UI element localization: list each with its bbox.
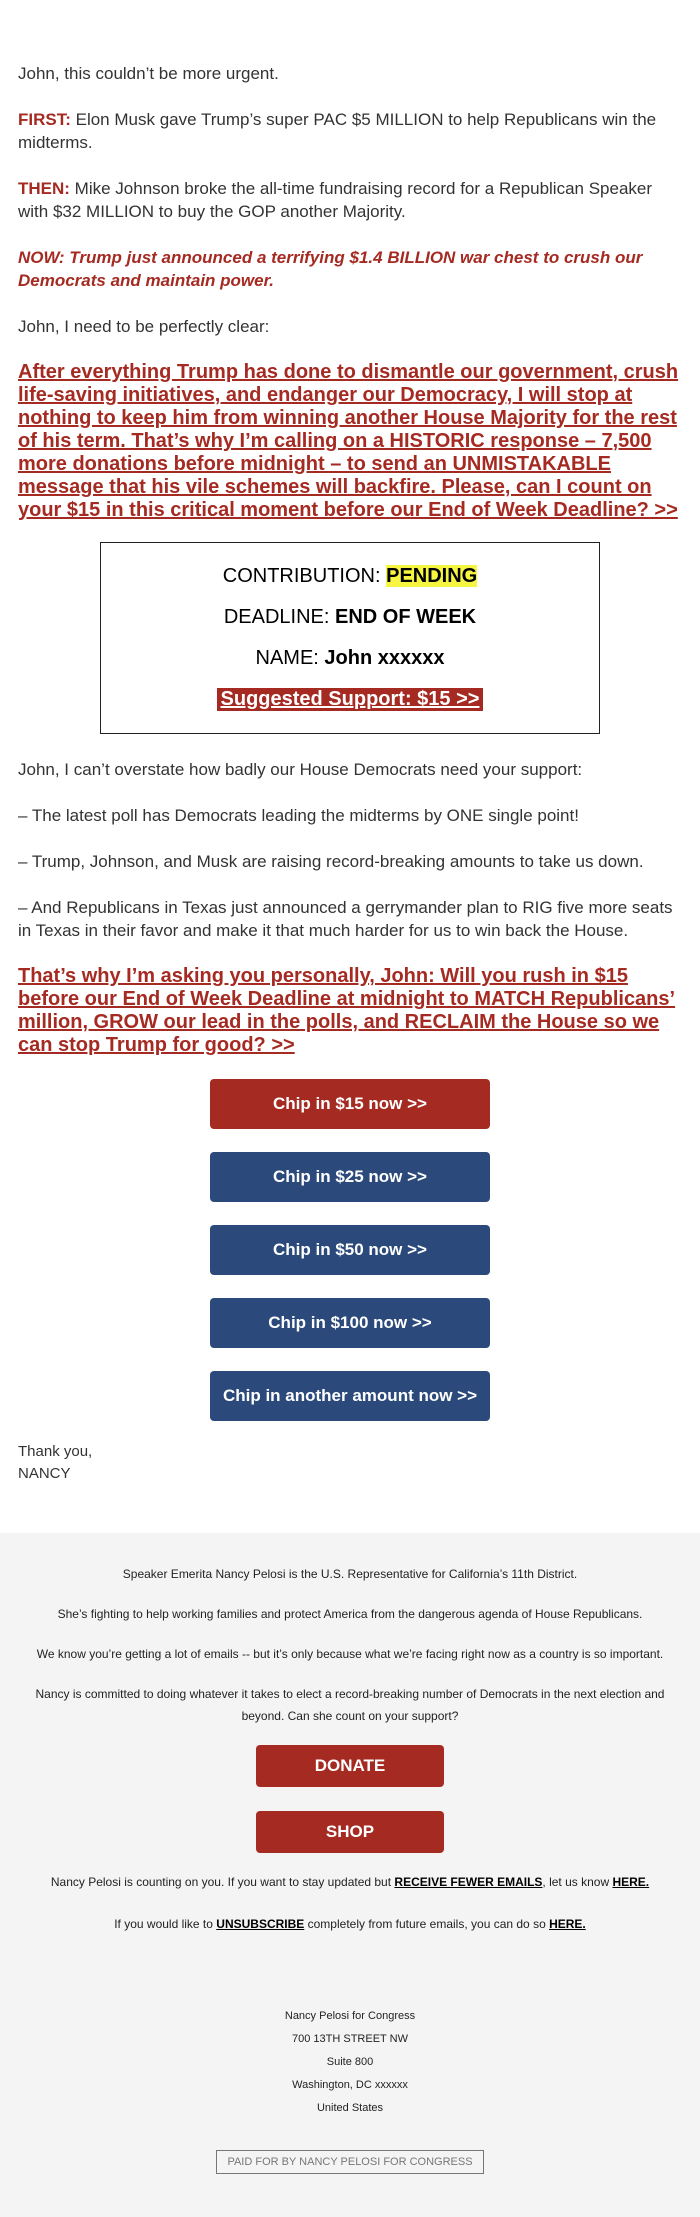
contribution-label: CONTRIBUTION: bbox=[222, 565, 381, 587]
footer-emails-note: We know you’re getting a lot of emails -- but it’s only because what we’re facing right now as a country is so important. bbox=[36, 1647, 664, 1661]
first-label: FIRST: bbox=[18, 110, 71, 129]
signoff-thanks: Thank you, bbox=[18, 1443, 93, 1460]
bullet-gerrymander: – And Republicans in Texas just announced a gerrymander plan to RIG five more seats in Texas in their favor and make it that much harder for us to win back the House. bbox=[18, 898, 673, 940]
name-row bbox=[111, 647, 589, 670]
address-line: Suite 800 bbox=[326, 2056, 374, 2068]
then-paragraph bbox=[18, 177, 682, 223]
footer-bio: Speaker Emerita Nancy Pelosi is the U.S. Representative for California’s 11th District. bbox=[122, 1567, 578, 1581]
fewer-emails-mid: , let us know bbox=[542, 1875, 613, 1889]
chip-in-15-button[interactable]: Chip in $15 now >> bbox=[210, 1079, 490, 1129]
chip-in-other-button[interactable]: Chip in another amount now >> bbox=[210, 1371, 490, 1421]
shop-button[interactable]: SHOP bbox=[256, 1811, 444, 1853]
contribution-row bbox=[111, 565, 589, 588]
contribution-status: PENDING bbox=[386, 565, 478, 587]
deadline-label: DEADLINE: bbox=[223, 606, 330, 628]
now-paragraph: NOW: Trump just announced a terrifying $1.4 BILLION war chest to crush our Democrats and maintain power. bbox=[18, 248, 643, 290]
deadline-row bbox=[111, 606, 589, 629]
clear-paragraph: John, I need to be perfectly clear: bbox=[18, 317, 270, 336]
ask-donate-link[interactable]: That’s why I’m asking you personally, John: Will you rush in $15 before our End of Week Deadline at midnight to MATCH Republicans’ million, GROW our lead in the polls, and RECLAIM the House so we can stop Trump for good? >> bbox=[18, 965, 676, 1056]
address-line: 700 13TH STREET NW bbox=[292, 2033, 408, 2045]
then-label: THEN: bbox=[18, 179, 70, 198]
footer-commitment: Nancy is committed to doing whatever it takes to elect a record-breaking number of Democrats in the next election and beyond. Can she count on your support? bbox=[35, 1687, 665, 1723]
donation-buttons bbox=[18, 1079, 682, 1421]
chip-in-100-button[interactable]: Chip in $100 now >> bbox=[210, 1298, 490, 1348]
contribution-box bbox=[100, 542, 600, 734]
suggested-support-link[interactable]: Suggested Support: $15 >> bbox=[217, 688, 484, 711]
paid-for-disclaimer: PAID FOR BY NANCY PELOSI FOR CONGRESS bbox=[216, 2150, 483, 2174]
appeal-donate-link[interactable]: After everything Trump has done to dismantle our government, crush life-saving initiatives, and endanger our Democracy, I will stop at nothing to keep him from winning another House Majority for the rest of his term. That’s why I’m calling on a HISTORIC response – 7,500 more donations before midnight – to send an UNMISTAKABLE message that his vile schemes will backfire. Please, can I count on your $15 in this critical moment before our End of Week Deadline? >> bbox=[18, 361, 679, 521]
deadline-value: END OF WEEK bbox=[335, 606, 477, 628]
donate-button[interactable]: DONATE bbox=[256, 1745, 444, 1787]
email-footer bbox=[0, 1533, 700, 2217]
unsubscribe-mid: completely from future emails, you can do so bbox=[304, 1917, 550, 1931]
unsubscribe-text: If you would like to bbox=[114, 1917, 217, 1931]
address-line: Nancy Pelosi for Congress bbox=[284, 2010, 416, 2022]
bullet-fundraising: – Trump, Johnson, and Musk are raising record-breaking amounts to take us down. bbox=[18, 852, 644, 871]
mailing-address bbox=[0, 2005, 700, 2120]
address-line: Washington, DC xxxxxx bbox=[292, 2079, 408, 2091]
unsubscribe-link[interactable]: UNSUBSCRIBE bbox=[216, 1917, 305, 1931]
name-label: NAME: bbox=[255, 647, 319, 669]
fewer-emails-text: Nancy Pelosi is counting on you. If you want to stay updated but bbox=[50, 1875, 395, 1889]
footer-mission: She’s fighting to help working families and protect America from the dangerous agenda of House Republicans. bbox=[57, 1607, 643, 1621]
chip-in-50-button[interactable]: Chip in $50 now >> bbox=[210, 1225, 490, 1275]
greeting: John, this couldn’t be more urgent. bbox=[18, 64, 279, 83]
first-text: Elon Musk gave Trump’s super PAC $5 MILLION to help Republicans win the midterms. bbox=[18, 110, 657, 152]
unsubscribe-line bbox=[30, 1913, 670, 1935]
unsubscribe-here-link[interactable]: HERE. bbox=[549, 1917, 586, 1931]
first-paragraph bbox=[18, 108, 682, 154]
address-line: United States bbox=[316, 2102, 384, 2114]
suggested-row bbox=[111, 688, 589, 711]
bullet-poll: – The latest poll has Democrats leading the midterms by ONE single point! bbox=[18, 806, 579, 825]
then-text: Mike Johnson broke the all-time fundraising record for a Republican Speaker with $32 MILLION to buy the GOP another Majority. bbox=[18, 179, 653, 221]
fewer-emails-here-link[interactable]: HERE. bbox=[612, 1875, 650, 1889]
chip-in-25-button[interactable]: Chip in $25 now >> bbox=[210, 1152, 490, 1202]
fewer-emails-line bbox=[30, 1871, 670, 1893]
signoff-name: NANCY bbox=[18, 1465, 71, 1482]
support-intro: John, I can’t overstate how badly our House Democrats need your support: bbox=[18, 760, 583, 779]
receive-fewer-emails-link[interactable]: RECEIVE FEWER EMAILS bbox=[394, 1875, 543, 1889]
name-value: John xxxxxx bbox=[324, 647, 445, 669]
